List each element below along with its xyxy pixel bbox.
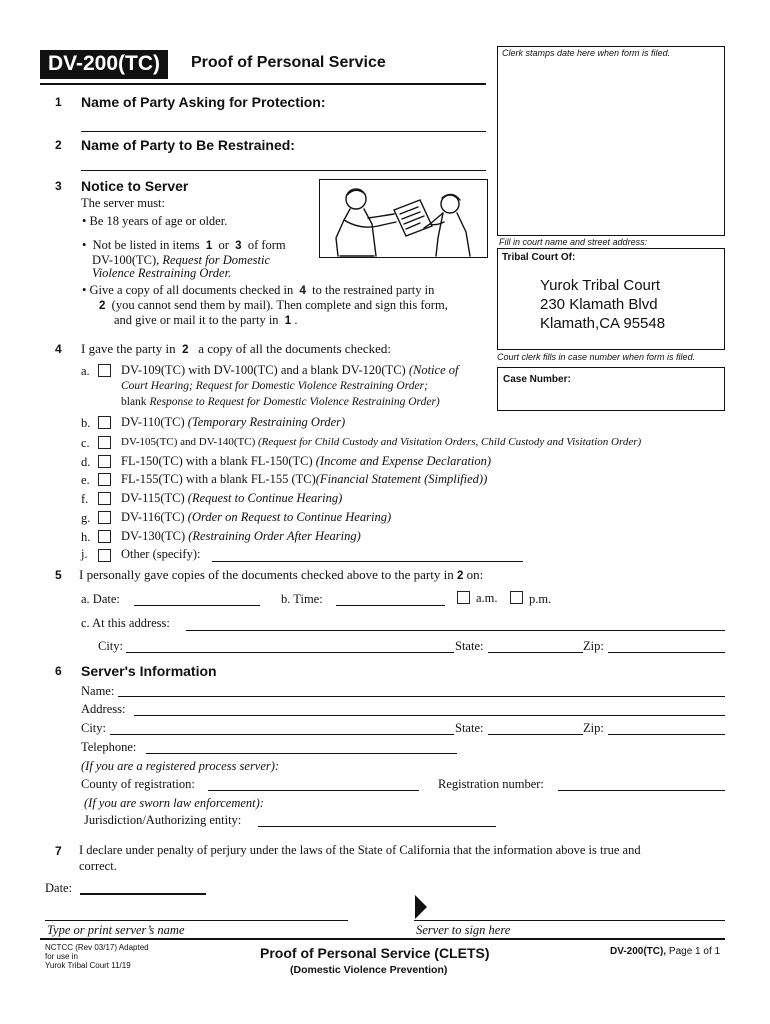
item3-bullet2-or: or	[218, 238, 229, 252]
item4j-letter: j.	[81, 547, 88, 561]
footer-rev-line1: NCTCC (Rev 03/17) Adapted	[45, 943, 149, 952]
item6-registered-note: (If you are a registered process server):	[81, 759, 280, 773]
server-name-field[interactable]	[45, 920, 348, 921]
item4h-desc: (Restraining Order After Hearing)	[188, 529, 361, 543]
court-city: Klamath,CA 95548	[540, 315, 666, 332]
item4b-desc: (Temporary Restraining Order)	[187, 415, 346, 429]
item6-address-field[interactable]	[134, 715, 725, 716]
clerk-stamp-note: Clerk stamps date here when form is filed.	[502, 48, 671, 58]
clerk-stamp-box	[497, 46, 725, 236]
court-fill-note: Fill in court name and street address:	[499, 237, 648, 247]
item3-bullet2-line1: • Not be listed in items 1 or 3 of form	[82, 238, 286, 252]
item5-zip-field[interactable]	[608, 652, 725, 653]
item4g-letter: g.	[81, 511, 91, 525]
item5-city-label: City:	[98, 639, 124, 653]
item7-declaration-line1: I declare under penalty of perjury under the laws of the State of California that the information above is true and	[79, 843, 641, 857]
signature-arrow-icon	[414, 894, 428, 920]
item6-jurisdiction-field[interactable]	[258, 826, 496, 827]
item4g-form: DV-116(TC)	[121, 510, 185, 524]
item3-bullet2-line3: Violence Restraining Order.	[92, 266, 232, 280]
item3-bullet2-text: Not be listed in items	[92, 238, 200, 252]
footer-rule	[40, 938, 725, 940]
item3-number: 3	[55, 179, 62, 193]
footer-form-id: DV-200(TC),	[610, 946, 667, 957]
item4h-form: DV-130(TC)	[121, 529, 186, 543]
item6-label: Server's Information	[81, 663, 217, 679]
item5-label-b: on:	[466, 567, 484, 582]
item4a-form: DV-109(TC) with DV-100(TC) and a blank DV-120(TC)	[121, 363, 406, 377]
item3-label: Notice to Server	[81, 178, 189, 194]
item4a-letter: a.	[81, 364, 90, 378]
court-name: Yurok Tribal Court	[540, 277, 661, 294]
item6-city-field[interactable]	[110, 734, 454, 735]
item3-bullet3-line1: • Give a copy of all documents checked in 4 to the restrained party in	[82, 283, 435, 297]
item5-am-label: a.m.	[476, 591, 498, 605]
item5-city-field[interactable]	[126, 652, 454, 653]
item5-date-label: a. Date:	[81, 592, 120, 606]
item4e-letter: e.	[81, 473, 90, 487]
case-number-label: Case Number:	[503, 374, 571, 385]
item6-county-label: County of registration:	[81, 777, 195, 791]
item3-bullet3-period: .	[294, 313, 298, 327]
item6-telephone-field[interactable]	[146, 753, 457, 754]
item4d-letter: d.	[81, 455, 91, 469]
court-label: Tribal Court Of:	[502, 252, 576, 263]
item4b-text	[121, 415, 345, 430]
form-title: Proof of Personal Service	[191, 54, 386, 71]
item3-ref-1: 1	[205, 240, 213, 252]
item3-bullet3-text-a: Give a copy of all documents checked in	[89, 283, 294, 297]
item4b-letter: b.	[81, 416, 91, 430]
item6-registration-field[interactable]	[558, 790, 725, 791]
item6-zip-label: Zip:	[583, 721, 604, 735]
item4c-checkbox[interactable]	[98, 436, 111, 449]
item4b-checkbox[interactable]	[98, 416, 111, 429]
item6-jurisdiction-label: Jurisdiction/Authorizing entity:	[84, 813, 242, 827]
item4d-desc: (Income and Expense Declaration)	[315, 454, 492, 468]
item4a-desc3: Response to Request for Domestic Violence Restraining Order)	[149, 396, 440, 408]
item4-label-b: a copy of all the documents checked:	[198, 341, 391, 356]
item3-bullet3-text-d: and give or mail it to the party in	[114, 313, 279, 327]
item4e-desc: (Financial Statement (Simplified))	[315, 472, 488, 486]
item4a-line3	[121, 396, 440, 408]
item6-city-label: City:	[81, 721, 107, 735]
item4c-text	[121, 436, 641, 448]
item6-address-label: Address:	[81, 702, 126, 716]
item1-name-field[interactable]	[81, 131, 486, 132]
item4h-text	[121, 529, 361, 544]
item4e-checkbox[interactable]	[98, 473, 111, 486]
item3-ref-2: 2	[99, 300, 106, 312]
item3-bullet3-line3	[114, 313, 297, 328]
court-street: 230 Klamath Blvd	[540, 296, 658, 313]
item4j-specify-field[interactable]	[212, 561, 523, 562]
item6-state-label: State:	[455, 721, 484, 735]
item4e-text	[121, 472, 487, 487]
item3-bullet2-of-form: of form	[247, 238, 286, 252]
item4a-text	[121, 363, 458, 378]
server-illustration	[319, 179, 488, 258]
item5-pm-checkbox[interactable]	[510, 591, 523, 604]
item6-name-field[interactable]	[118, 696, 725, 697]
case-fill-note: Court clerk fills in case number when form is filed.	[497, 352, 696, 362]
item4h-letter: h.	[81, 530, 91, 544]
item4c-desc: (Request for Child Custody and Visitation Orders, Child Custody and Visitation Order)	[257, 436, 642, 448]
item3-ref-3: 3	[235, 240, 242, 252]
item5-pm-label: p.m.	[529, 592, 552, 606]
item4f-letter: f.	[81, 492, 89, 506]
footer-page: Page 1 of 1	[668, 946, 721, 957]
item1-number: 1	[55, 95, 62, 109]
item4g-text	[121, 510, 391, 525]
server-signature-label: Server to sign here	[416, 923, 511, 937]
item4f-form: DV-115(TC)	[121, 491, 185, 505]
item3-bullet3-text-c: (you cannot send them by mail). Then complete and sign this form,	[111, 298, 448, 312]
item3-must: The server must:	[81, 196, 166, 210]
footer-rev-line2: for use in	[45, 952, 78, 961]
item4a-checkbox[interactable]	[98, 364, 111, 377]
item3-bullet3-text-b: to the restrained party in	[312, 283, 435, 297]
item4b-form: DV-110(TC)	[121, 415, 185, 429]
item6-county-field[interactable]	[208, 790, 419, 791]
item4j-checkbox[interactable]	[98, 549, 111, 562]
item6-state-field[interactable]	[488, 734, 583, 735]
item5-address-label: c. At this address:	[81, 616, 170, 630]
item4-ref-2: 2	[182, 344, 189, 356]
item4e-form: FL-155(TC) with a blank FL-155 (TC)	[121, 472, 316, 486]
item3-bullet3-line2	[99, 298, 448, 313]
item3-ref-4: 4	[299, 285, 306, 297]
item5-number: 5	[55, 568, 62, 582]
item7-date-label: Date:	[45, 881, 73, 895]
item7-declaration-line2: correct.	[79, 859, 117, 873]
item5-time-label: b. Time:	[281, 592, 323, 606]
item4-number: 4	[55, 342, 62, 356]
item2-name-field[interactable]	[81, 170, 486, 171]
footer-page-info	[610, 946, 720, 957]
form-id-badge: DV-200(TC)	[40, 50, 168, 79]
item5-am-checkbox[interactable]	[457, 591, 470, 604]
item6-telephone-label: Telephone:	[81, 740, 137, 754]
item4f-text	[121, 491, 342, 506]
item7-number: 7	[55, 844, 62, 858]
item1-label: Name of Party Asking for Protection:	[81, 94, 326, 110]
item4d-form: FL-150(TC) with a blank FL-150(TC)	[121, 454, 313, 468]
item3-ref-1b: 1	[284, 315, 292, 327]
item4f-desc: (Request to Continue Hearing)	[187, 491, 343, 505]
item4a-desc2: Court Hearing; Request for Domestic Violence Restraining Order;	[121, 380, 428, 392]
item4g-desc: (Order on Request to Continue Hearing)	[187, 510, 392, 524]
serving-papers-icon	[320, 180, 487, 257]
footer-revision	[45, 943, 149, 970]
item3-form-ref: DV-100(TC),	[92, 253, 160, 267]
item5-ref-2: 2	[456, 570, 464, 582]
item4-label	[81, 341, 391, 357]
item3-form-title: Request for Domestic	[162, 253, 270, 267]
item4a-blank: blank	[121, 396, 147, 408]
item3-bullet1-text: Be 18 years of age or older.	[89, 214, 228, 228]
footer-title: Proof of Personal Service (CLETS)	[260, 945, 490, 961]
item4d-text	[121, 454, 491, 469]
item2-number: 2	[55, 138, 62, 152]
item5-address-field[interactable]	[186, 630, 725, 631]
footer-rev-line3: Yurok Tribal Court 11/19	[45, 961, 131, 970]
item7-date-field[interactable]	[80, 893, 206, 895]
item5-label	[79, 567, 483, 583]
item6-law-note: (If you are sworn law enforcement):	[84, 796, 264, 810]
item6-zip-field[interactable]	[608, 734, 725, 735]
item4-label-a: I gave the party in	[81, 341, 176, 356]
item5-state-label: State:	[455, 639, 484, 653]
court-address	[540, 276, 665, 333]
item5-label-a: I personally gave copies of the documents checked above to the party in	[79, 567, 454, 582]
item5-state-field[interactable]	[488, 652, 583, 653]
item6-registration-label: Registration number:	[438, 777, 544, 791]
item4a-desc1: (Notice of	[408, 363, 459, 377]
item4f-checkbox[interactable]	[98, 492, 111, 505]
item4h-checkbox[interactable]	[98, 530, 111, 543]
item4c-form: DV-105(TC) and DV-140(TC)	[121, 436, 256, 448]
item5-zip-label: Zip:	[583, 639, 604, 653]
item2-label: Name of Party to Be Restrained:	[81, 137, 295, 153]
header-rule	[40, 83, 486, 85]
item3-bullet1: • Be 18 years of age or older.	[82, 214, 228, 228]
item4d-checkbox[interactable]	[98, 455, 111, 468]
server-signature-field[interactable]	[414, 920, 725, 921]
item6-number: 6	[55, 664, 62, 678]
item5-time-field[interactable]	[336, 605, 445, 606]
item4j-text: Other (specify):	[121, 547, 201, 561]
server-name-label: Type or print server’s name	[47, 923, 185, 937]
footer-subtitle: (Domestic Violence Prevention)	[290, 964, 448, 976]
item4g-checkbox[interactable]	[98, 511, 111, 524]
item4c-letter: c.	[81, 436, 90, 450]
item5-date-field[interactable]	[134, 605, 260, 606]
item6-name-label: Name:	[81, 684, 115, 698]
